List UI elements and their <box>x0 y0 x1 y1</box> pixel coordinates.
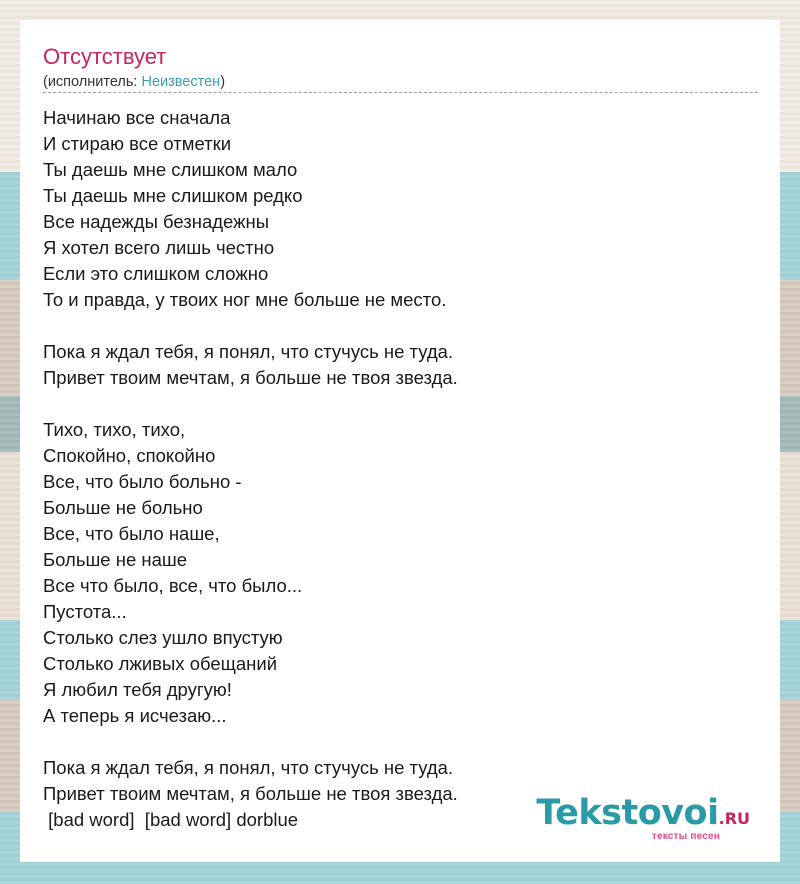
lyrics-card <box>20 20 780 862</box>
stanza-gap <box>43 313 758 339</box>
lyric-line: Я хотел всего лишь честно <box>43 237 275 258</box>
lyric-line: Больше не наше <box>43 549 188 570</box>
lyric-line: Привет твоим мечтам, я больше не твоя звезда. <box>43 367 458 388</box>
artist-suffix: ) <box>220 74 226 90</box>
lyric-line: То и правда, у твоих ног мне больше не место. <box>43 289 447 310</box>
lyric-line: [bad word] [bad word] dorblue <box>43 809 299 830</box>
lyric-line: Тихо, тихо, тихо, <box>43 419 186 440</box>
lyric-line: Больше не больно <box>43 497 203 518</box>
artist-prefix: (исполнитель: <box>43 74 142 90</box>
lyric-line: Ты даешь мне слишком редко <box>43 185 303 206</box>
lyric-line: Я любил тебя другую! <box>43 679 232 700</box>
lyric-line: Спокойно, спокойно <box>43 445 216 466</box>
lyric-line: Пока я ждал тебя, я понял, что стучусь не туда. <box>43 757 454 778</box>
lyric-line: Столько слез ушло впустую <box>43 627 283 648</box>
lyric-line: И стираю все отметки <box>43 133 232 154</box>
lyric-line: Все, что было наше, <box>43 523 220 544</box>
lyric-line: Привет твоим мечтам, я больше не твоя звезда. <box>43 783 458 804</box>
logo-tagline: тексты песен <box>651 831 720 842</box>
lyric-line: Если это слишком сложно <box>43 263 269 284</box>
lyric-line: Столько лживых обещаний <box>43 653 278 674</box>
logo-name: Tekstovoi <box>536 793 719 833</box>
stanza-gap <box>43 391 758 417</box>
stanza-gap <box>43 729 758 755</box>
lyric-line: Начинаю все сначала <box>43 107 231 128</box>
lyric-line: Пустота... <box>43 601 127 622</box>
lyric-line: Пока я ждал тебя, я понял, что стучусь не туда. <box>43 341 454 362</box>
artist-line <box>43 73 225 91</box>
divider <box>43 92 758 93</box>
artist-name[interactable]: Неизвестен <box>141 74 221 90</box>
lyric-line: Все что было, все, что было... <box>43 575 303 596</box>
lyric-line: Ты даешь мне слишком мало <box>43 159 298 180</box>
lyric-line: А теперь я исчезаю... <box>43 705 227 726</box>
lyrics-body <box>43 105 758 833</box>
song-title: Отсутствует <box>43 44 167 69</box>
site-logo[interactable] <box>536 795 750 842</box>
logo-tld: .RU <box>718 809 750 828</box>
lyric-line: Все надежды безнадежны <box>43 211 270 232</box>
lyric-line: Все, что было больно - <box>43 471 242 492</box>
